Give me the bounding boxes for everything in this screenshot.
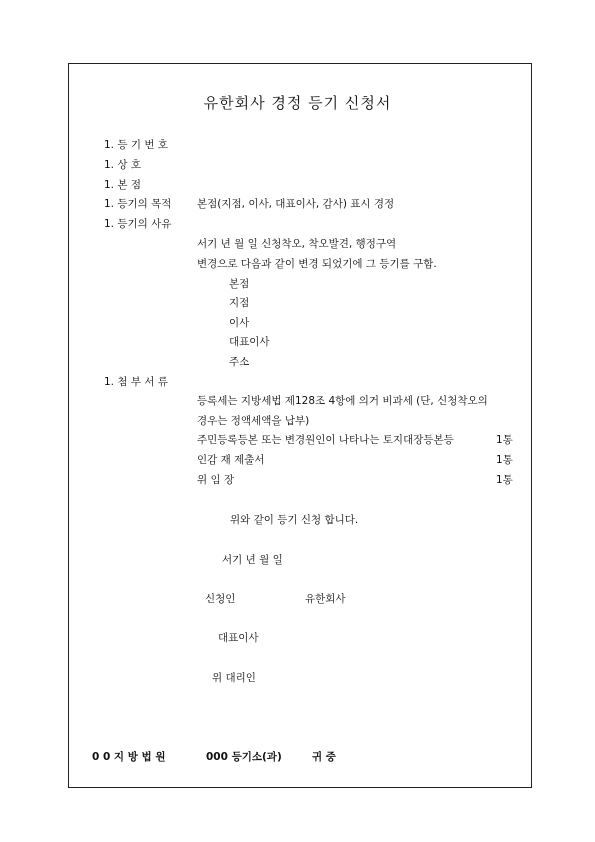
purpose-value: 본점(지점, 이사, 대표이사, 감사) 표시 경정: [197, 198, 395, 210]
reason-line-2: 변경으로 다음과 같이 변경 되었기에 그 등기를 구함.: [197, 258, 437, 270]
footer-registry: 000 등기소(과): [206, 751, 282, 763]
attachment-doc-1: 주민등록등본 또는 변경원인이 나타나는 토지대장등본등: [197, 434, 454, 446]
reason-label: 1. 등기의 사유: [104, 218, 172, 230]
document-title: 유한회사 경정 등기 신청서: [203, 94, 392, 112]
attachment-doc-2: 인감 재 제출서: [197, 454, 265, 466]
attachment-doc-3-count: 1통: [496, 474, 513, 486]
attachment-doc-1-count: 1통: [496, 434, 513, 446]
closing-statement: 위와 같이 등기 신청 합니다.: [230, 514, 359, 526]
applicant-value: 유한회사: [305, 593, 346, 605]
attachment-doc-3: 위 임 장: [197, 474, 235, 486]
attachments-note-line-2: 경우는 정액세액을 납부): [197, 415, 310, 427]
representative-label: 대표이사: [218, 632, 259, 644]
reason-item-director: 이사: [229, 317, 250, 329]
reason-line-1: 서기 년 월 일 신청착오, 착오발견, 행정구역: [197, 238, 397, 250]
reason-item-head-office: 본점: [229, 278, 250, 290]
attachments-note-line-1: 등록세는 지방세법 제128조 4항에 의거 비과세 (단, 신청착오의: [197, 395, 488, 407]
reason-item-rep-director: 대표이사: [229, 336, 270, 348]
reason-item-branch: 지점: [229, 297, 250, 309]
closing-date: 서기 년 월 일: [222, 554, 283, 566]
reason-item-address: 주소: [229, 356, 250, 368]
attachments-label: 1. 첨 부 서 류: [104, 376, 168, 388]
purpose-label: 1. 등기의 목적: [104, 198, 172, 210]
head-office-label: 1. 본 점: [104, 179, 141, 191]
reg-no-label: 1. 등 기 번 호: [104, 139, 168, 151]
applicant-label: 신청인: [205, 593, 236, 605]
attachment-doc-2-count: 1통: [496, 454, 513, 466]
footer-honorific: 귀 중: [312, 751, 336, 763]
agent-label: 위 대리인: [212, 672, 256, 684]
trade-name-label: 1. 상 호: [104, 159, 141, 171]
footer-court: 0 0 지 방 법 원: [92, 751, 166, 763]
